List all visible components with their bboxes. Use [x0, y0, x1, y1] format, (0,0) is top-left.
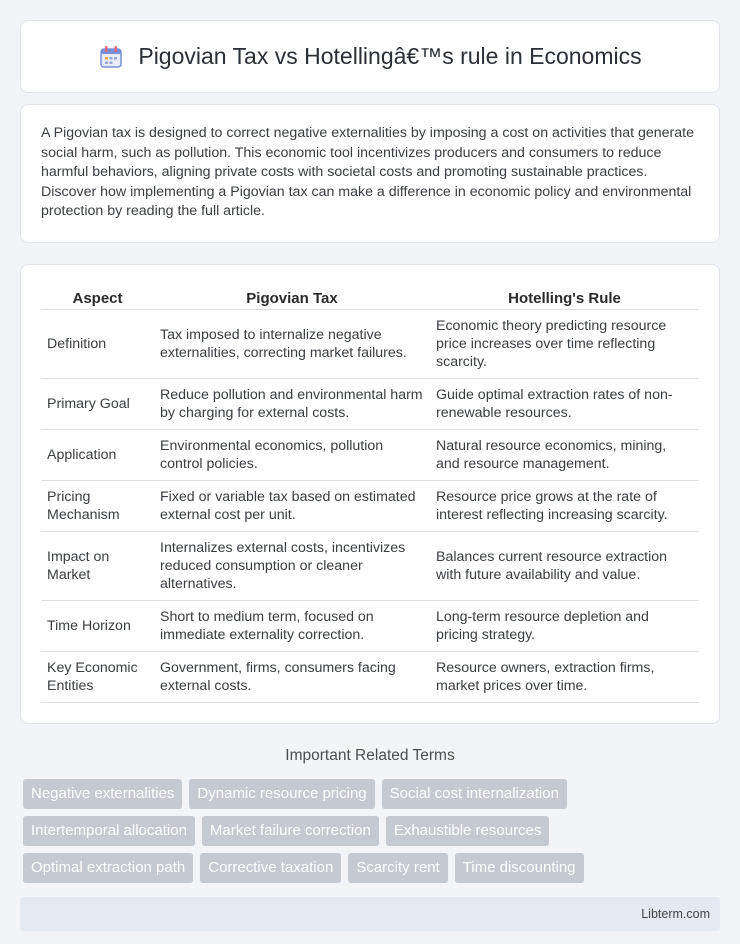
page-title: Pigovian Tax vs Hotellingâ€™s rule in Economics [138, 43, 642, 69]
pigovian-cell: Fixed or variable tax based on estimated external cost per unit. [154, 480, 430, 531]
hotelling-cell: Economic theory predicting resource price increases over time reflecting scarcity. [430, 309, 699, 378]
hotelling-cell: Long-term resource depletion and pricing strategy. [430, 600, 699, 651]
title-card [20, 20, 720, 93]
pigovian-cell: Tax imposed to internalize negative externalities, correcting market failures. [154, 309, 430, 378]
pigovian-cell: Reduce pollution and environmental harm by charging for external costs. [154, 378, 430, 429]
related-terms-title: Important Related Terms [285, 746, 455, 764]
table-header-row [41, 284, 699, 310]
aspect-cell: Key Economic Entities [41, 651, 154, 702]
related-term-tag[interactable]: Negative externalities [23, 779, 182, 809]
related-term-tag[interactable]: Market failure correction [202, 816, 379, 846]
pigovian-cell: Environmental economics, pollution control policies. [154, 429, 430, 480]
related-term-tag[interactable]: Corrective taxation [200, 853, 341, 883]
intro-card [20, 104, 720, 243]
table-row [41, 309, 699, 378]
related-term-tag[interactable]: Scarcity rent [348, 853, 447, 883]
aspect-cell: Pricing Mechanism [41, 480, 154, 531]
related-term-tag[interactable]: Dynamic resource pricing [189, 779, 374, 809]
table-row [41, 600, 699, 651]
aspect-cell: Time Horizon [41, 600, 154, 651]
aspect-cell: Impact on Market [41, 531, 154, 600]
pigovian-cell: Short to medium term, focused on immediate externality correction. [154, 600, 430, 651]
comparison-card [20, 264, 720, 724]
hotelling-cell: Guide optimal extraction rates of non-renewable resources. [430, 378, 699, 429]
aspect-cell: Primary Goal [41, 378, 154, 429]
header-hotelling: Hotelling's Rule [430, 284, 699, 310]
aspect-cell: Application [41, 429, 154, 480]
header-pigovian: Pigovian Tax [154, 284, 430, 310]
hotelling-cell: Resource price grows at the rate of interest reflecting increasing scarcity. [430, 480, 699, 531]
aspect-cell: Definition [41, 309, 154, 378]
pigovian-cell: Government, firms, consumers facing external costs. [154, 651, 430, 702]
related-term-tag[interactable]: Intertemporal allocation [23, 816, 195, 846]
calendar-icon [98, 44, 124, 70]
header-aspect: Aspect [41, 284, 154, 310]
table-row [41, 378, 699, 429]
hotelling-cell: Natural resource economics, mining, and resource management. [430, 429, 699, 480]
table-row [41, 531, 699, 600]
related-term-tag[interactable]: Optimal extraction path [23, 853, 193, 883]
table-row [41, 651, 699, 702]
related-terms-list [20, 779, 720, 883]
footer [20, 897, 720, 931]
footer-site[interactable]: Libterm.com [641, 906, 710, 921]
related-term-tag[interactable]: Time discounting [455, 853, 584, 883]
related-term-tag[interactable]: Exhaustible resources [386, 816, 550, 846]
intro-text: A Pigovian tax is designed to correct negative externalities by imposing a cost on activities that generate social harm, such as pollution. This economic tool incentivizes producers and consumers to reduce harmful behaviors, aligning private costs with societal costs and promoting sustainable practices. Discover how implementing a Pigovian tax can make a difference in economic policy and environmental protection by reading the full article. [41, 125, 694, 220]
hotelling-cell: Balances current resource extraction with future availability and value. [430, 531, 699, 600]
related-term-tag[interactable]: Social cost internalization [382, 779, 567, 809]
comparison-table [41, 284, 699, 703]
table-row [41, 429, 699, 480]
pigovian-cell: Internalizes external costs, incentivizes reduced consumption or cleaner alternatives. [154, 531, 430, 600]
hotelling-cell: Resource owners, extraction firms, market prices over time. [430, 651, 699, 702]
table-row [41, 480, 699, 531]
